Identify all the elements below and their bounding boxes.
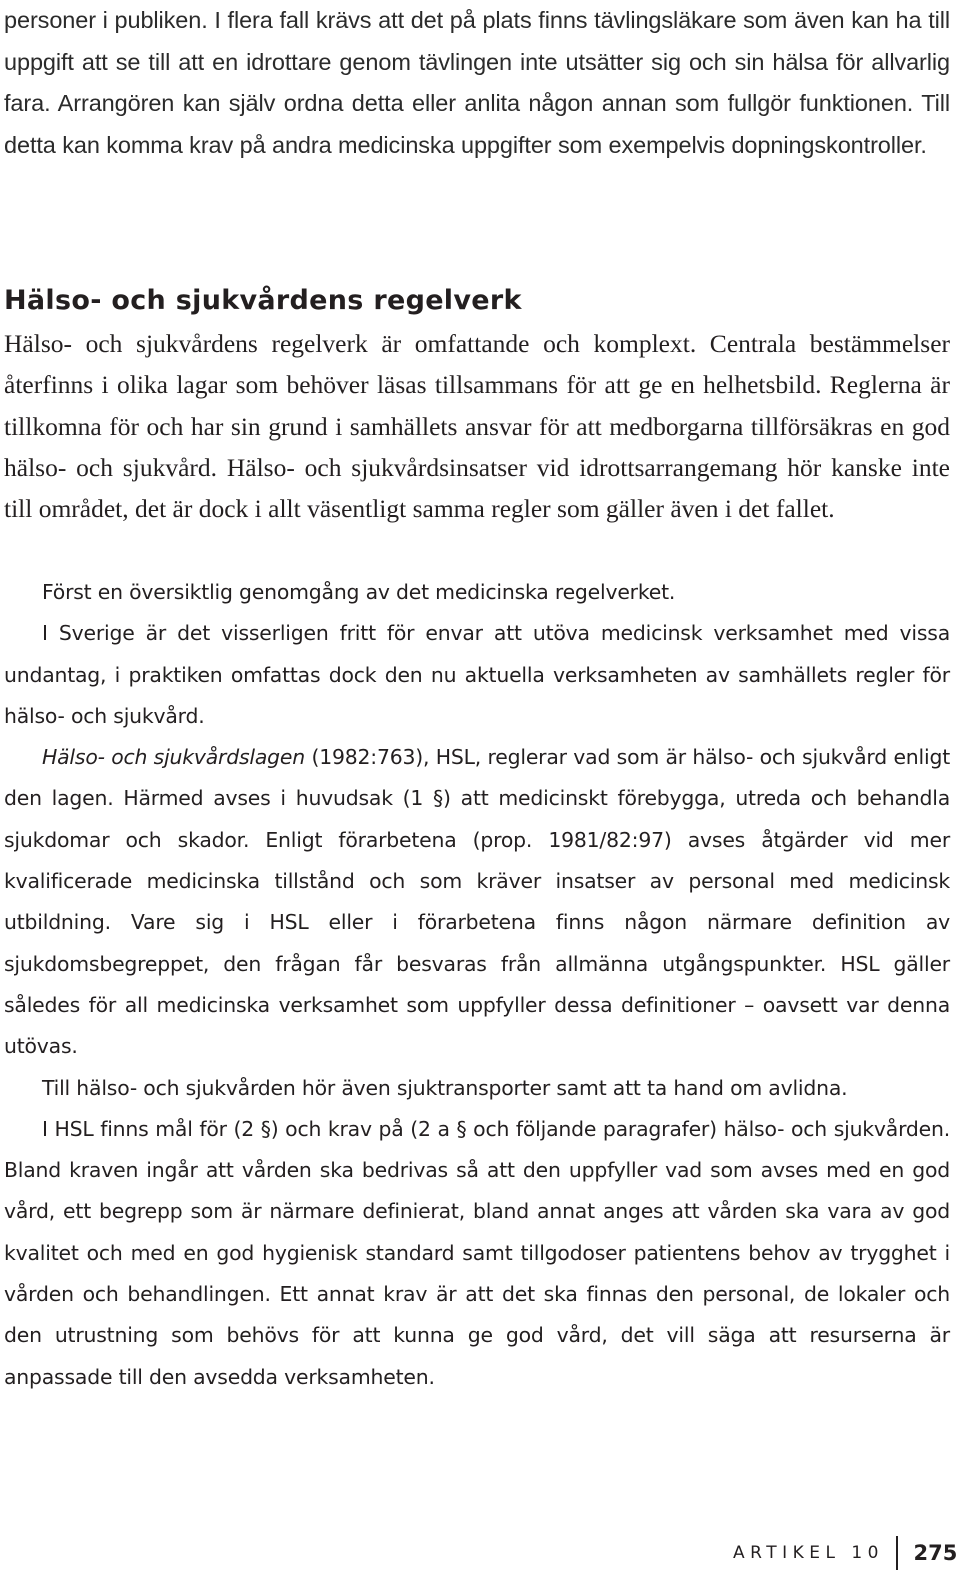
body-paragraph: I Sverige är det visserligen fritt för envar att utöva medicinsk verksamhet med vissa undantag, i praktiken omfattas dock den nu aktuella verksamheten av samhällets regler för hälso- och sjukvård. bbox=[4, 621, 950, 728]
intro-paragraph: personer i publiken. I flera fall krävs att det på plats finns tävlingsläkare som även kan ha till uppgift att se till att en idrottare genom tävlingen inte utsätter sig och sin hälsa för allvarlig fara. Arrangören kan själv ordna detta eller anlita någon annan som fullgör funktionen. Till detta kan komma krav på andra medicinska uppgifter som exempelvis dopningskontroller. bbox=[4, 7, 950, 158]
hsl-paragraph-text: (1982:763), HSL, reglerar vad som är hälso- och sjukvård enligt den lagen. Härmed avses i huvudsak (1 §) att medicinskt förebygga, utreda och behandla sjukdomar och skador. Enligt förarbetena (prop. 1981/82:97) avses åtgärder vid mer kvalificerade medicinska tillstånd och som kräver insatser av personal med medicinsk utbildning. Vare sig i HSL eller i förarbetena finns någon närmare definition av sjukdomsbegreppet, den frågan får besvaras från allmänna utgångspunkter. HSL gäller således för all medicinska verksamhet som uppfyller dessa definitioner – oavsett var denna utövas. bbox=[4, 745, 950, 1059]
footer-divider bbox=[896, 1536, 898, 1570]
hsl-paragraph bbox=[4, 737, 950, 1067]
section-heading: Hälso- och sjukvårdens regelverk bbox=[4, 285, 522, 316]
document-page bbox=[4, 0, 950, 1389]
page-footer bbox=[733, 1534, 957, 1572]
body-paragraph: I HSL finns mål för (2 §) och krav på (2 a § och följande paragrafer) hälso- och sjukvården. Bland kraven ingår att vården ska bedrivas så att den uppfyller vad som avses med en god vård, ett begrepp som är närmare definierat, bland annat anges att vården ska vara av god kvalitet och med en god hygienisk standard samt tillgodoser patientens behov av trygghet i vården och behandlingen. Ett annat krav är att det ska finnas den personal, de lokaler och den utrustning som behövs för att kunna ge god vård, det vill säga att resurserna är anpassade till den avsedda verksamheten. bbox=[4, 1116, 950, 1389]
law-title: Hälso- och sjukvårdslagen bbox=[42, 745, 305, 770]
body-paragraph: Till hälso- och sjukvården hör även sjuktransporter samt att ta hand om avlidna. bbox=[42, 1075, 848, 1100]
body-text bbox=[4, 572, 950, 1398]
page-number: 275 bbox=[913, 1541, 958, 1565]
lead-paragraph: Hälso- och sjukvårdens regelverk är omfattande och komplext. Centrala bestämmelser återfinns i olika lagar som behöver läsas tillsammans för att ge en helhetsbild. Reglerna är tillkomna för och har sin grund i samhällets ansvar för att medborgarna tillförsäkras en god hälso- och sjukvård. Hälso- och sjukvårdsinsatser vid idrottsarrangemang hör kanske inte till området, det är dock i allt väsentligt samma regler som gäller även i det fallet. bbox=[4, 329, 950, 524]
body-paragraph: Först en översiktlig genomgång av det medicinska regelverket. bbox=[42, 580, 676, 604]
footer-article-label: ARTIKEL 10 bbox=[733, 1543, 884, 1563]
